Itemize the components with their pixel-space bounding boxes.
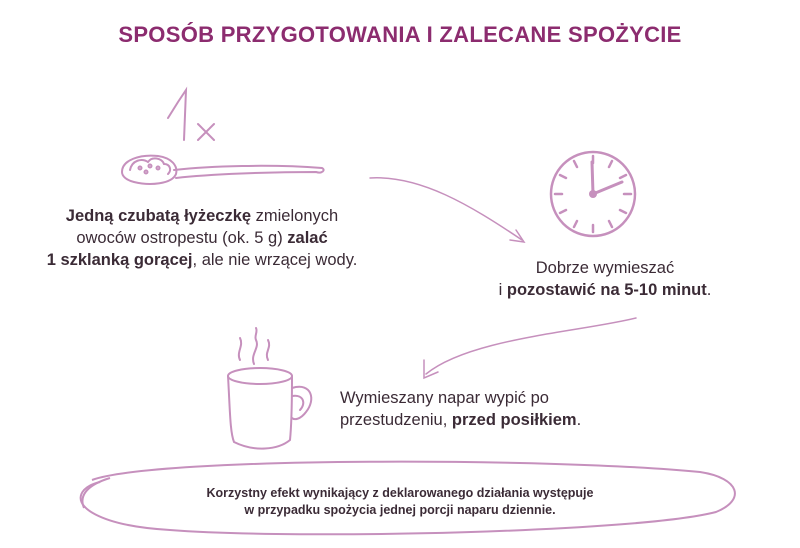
step-2-text [440, 257, 770, 301]
step-1-text-3: , ale nie wrzącej wody. [192, 251, 358, 269]
step-3-text [340, 387, 640, 431]
step-2-bold: pozostawić na 5-10 minut [506, 281, 707, 299]
step-3-text-before: przestudzeniu, [340, 411, 452, 429]
step-2-text-before: i [498, 281, 507, 299]
clock-center [589, 190, 597, 198]
step-3-text-after: . [576, 411, 582, 429]
note-line-2: w przypadku spożycia jednej porcji naparu dziennie. [244, 503, 556, 517]
step-3-line-2 [340, 409, 640, 431]
note-text [150, 485, 650, 519]
step-3-line-1: Wymieszany napar wypić po [340, 389, 549, 407]
step-2-text-after: . [706, 281, 712, 299]
arrow-left-icon [424, 318, 636, 378]
spoon-icon [122, 156, 324, 184]
note-line-1: Korzystny efekt wynikający z deklarowanego działania występuje [206, 486, 594, 500]
step-1-bold-2: zalać [287, 229, 328, 247]
step-2-line-2 [440, 279, 770, 301]
step-1-line-1 [12, 205, 392, 227]
arrow-right-icon [370, 178, 524, 242]
one-times-mark [168, 90, 214, 140]
step-1-text [12, 205, 392, 271]
step-1-text-2: owoców ostropestu (ok. 5 g) [76, 229, 288, 247]
step-1-bold-3: 1 szklanką gorącej [46, 251, 193, 269]
step-1-line-3 [12, 249, 392, 271]
step-1-bold-1: Jedną czubatą łyżeczkę [65, 207, 252, 225]
step-2-line-1: Dobrze wymieszać [535, 259, 675, 277]
step-3-bold: przed posiłkiem [451, 411, 577, 429]
page-title: SPOSÓB PRZYGOTOWANIA I ZALECANE SPOŻYCIE [118, 22, 682, 47]
step-1-line-2 [12, 227, 392, 249]
step-1-text-1: zmielonych [251, 207, 339, 225]
mug-icon [228, 328, 311, 449]
clock-icon [551, 152, 635, 236]
